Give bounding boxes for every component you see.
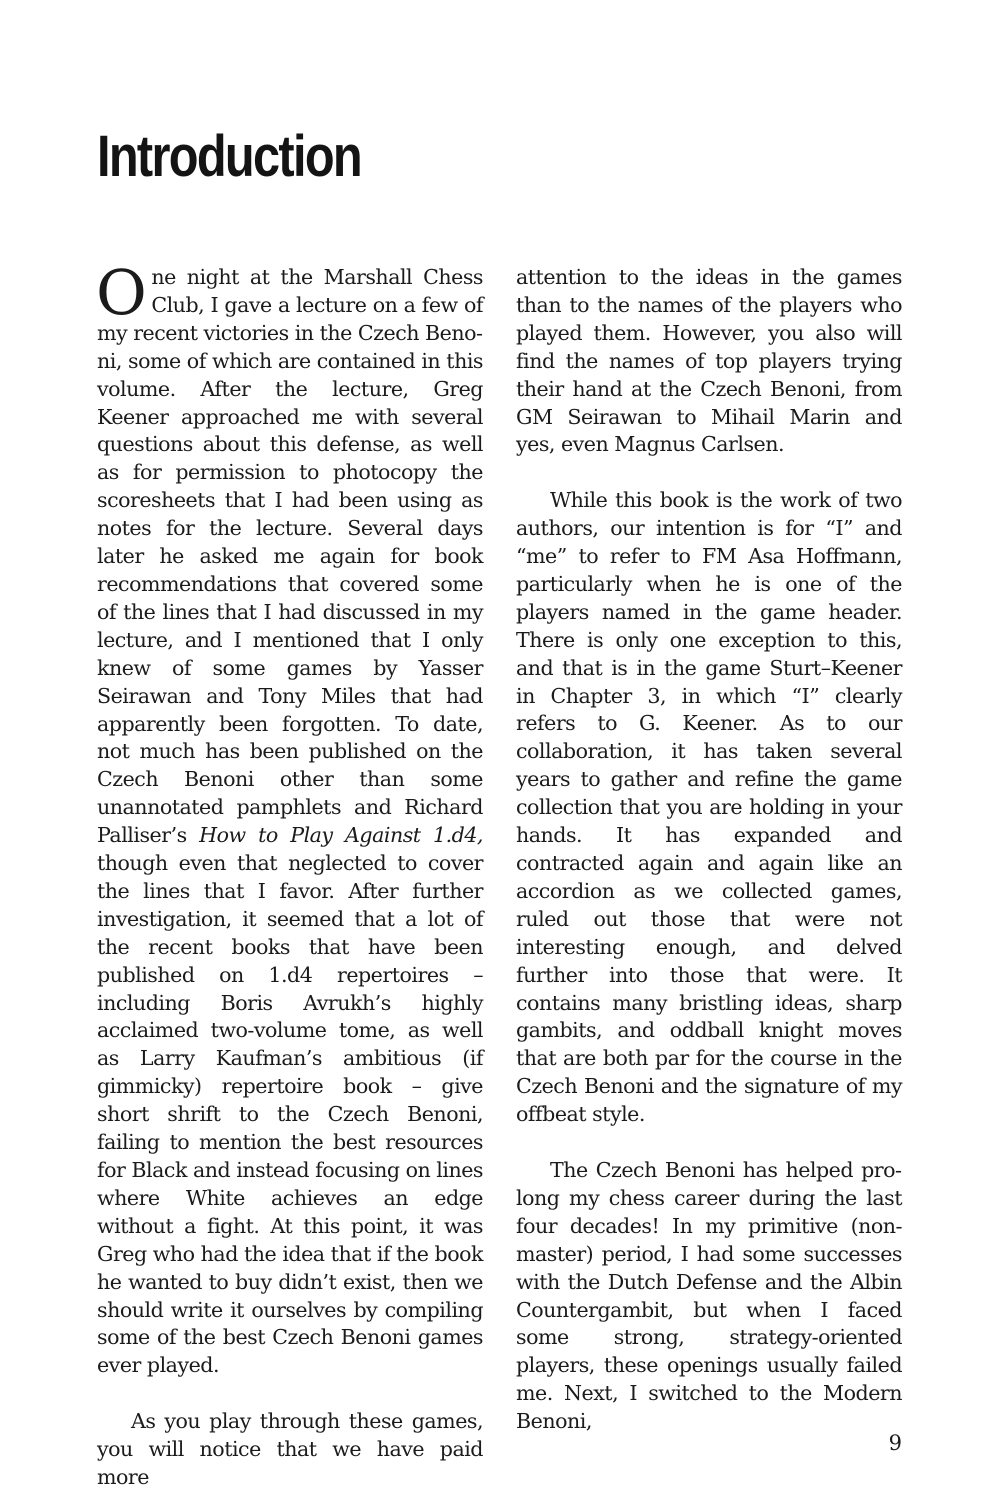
drop-cap: O (96, 256, 147, 329)
left-column (96, 256, 483, 1492)
page-title: Introduction (97, 124, 361, 189)
paragraph-authors: While this book is the work of two authors, our intention is for “I” and “me” to refer to FM Asa Hoffmann, particularly when he is one of the players named in the game header. There is only one exception to this, and that is in the game Sturt–Keener in Chapter 3, in which “I” clearly refers to G. Keener. As to our collaboration, it has taken several years to gather and refine the game collection that you are holding in your hands. It has expanded and contracted again and again like an accordion as we collected games, ruled out those that were not interesting enough, and delved further into those that were. It contains many bristling ideas, sharp gambits, and oddball knight moves that are both par for the course in the Czech Benoni and the signature of my offbeat style. (516, 488, 902, 1127)
paragraph-career: The Czech Benoni has helped prolong my chess career during the last four decades! In my primitive (non-master) period, I had some successes with the Dutch Defense and the Albin Countergambit, but when I faced some strong, strategy-oriented players, these openings usually failed me. Next, I switched to the Modern Benoni, (516, 1157, 902, 1434)
paragraph-attention: attention to the ideas in the games than to the names of the players who played them. However, you also will find the names of top players trying their hand at the Czech Benoni, from GM Seirawan to Mihail Marin and yes, even Magnus Carlsen. (516, 265, 902, 457)
book-title: How to Play Against 1.d4, (199, 823, 483, 848)
paragraph-play-through: As you play through these games, you will notice that we have paid more (97, 1409, 483, 1489)
right-column (516, 264, 902, 1436)
paragraph-text: ne night at the Marshall Chess Club, I gave a lecture on a few of my recent victories in the Czech Benoni, some of which are contained in this volume. After the lecture, Greg Keener approached me with several questions about this defense, as well as for permission to photocopy the scoresheets that I had been using as notes for the lecture. Several days later he asked me again for book recommendations that covered some of the lines that I had discussed in my lecture, and I mentioned that I only knew of some games by Yasser Seirawan and Tony Miles that had apparently been forgotten. To date, not much has been published on the Czech Benoni other than some unannotated pamphlets and Richard Palliser’s (97, 265, 483, 848)
page-number: 9 (888, 1431, 902, 1455)
paragraph-text-continued: though even that neglected to cover the lines that I favor. After further investigation, it seemed that a lot of the recent books that have been published on 1.d4 repertoires – including Boris Avrukh’s highly acclaimed two-volume tome, as well as Larry Kaufman’s ambitious (if gimmicky) repertoire book – give short shrift to the Czech Benoni, failing to mention the best resources for Black and instead focusing on lines where White achieves an edge without a fight. At this point, it was Greg who had the idea that if the book he wanted to buy didn’t exist, then we should write it ourselves by compiling some of the best Czech Benoni games ever played. (97, 851, 483, 1378)
paragraph-opening (96, 256, 483, 1380)
